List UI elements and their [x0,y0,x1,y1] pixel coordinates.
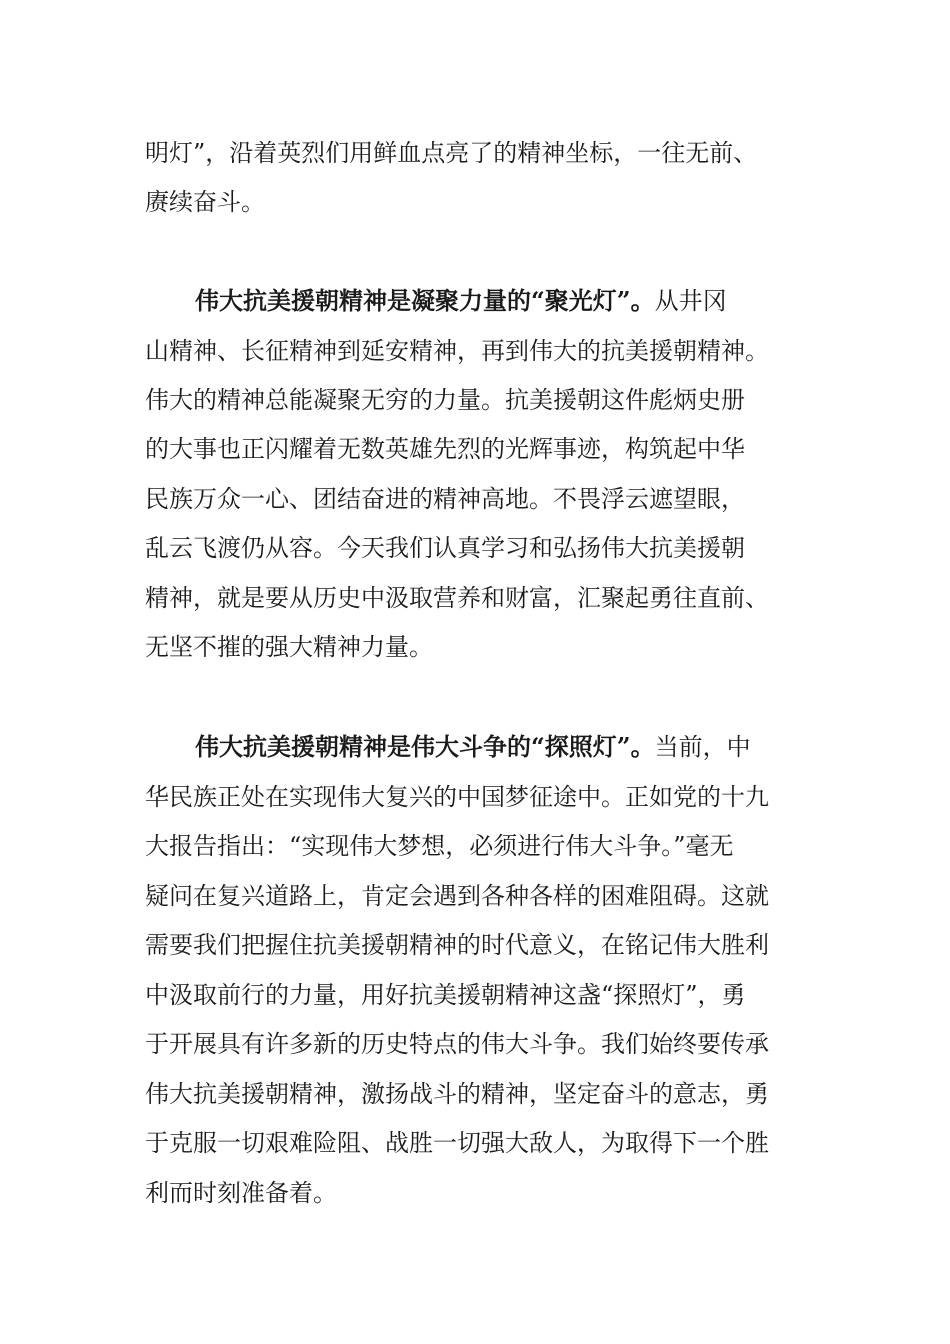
text-run: 从井冈 [654,287,727,315]
text-line: 中汲取前行的力量，用好抗美援朝精神这盏“探照灯”，勇 [145,981,746,1009]
text-line-first [195,722,825,772]
text-line-first [195,276,825,326]
text-line: 赓续奋斗。 [145,188,265,216]
text-line: 于开展具有许多新的历史特点的伟大斗争。我们始终要传承 [145,1030,769,1058]
text-line: 大报告指出：“实现伟大梦想，必须进行伟大斗争。”毫无 [145,832,734,860]
text-line: 山精神、长征精神到延安精神，再到伟大的抗美援朝精神。 [145,337,769,365]
text-line: 伟大的精神总能凝聚无穷的力量。抗美援朝这件彪炳史册 [145,386,745,414]
text-line: 于克服一切艰难险阻、战胜一切强大敌人，为取得下一个胜 [145,1129,769,1157]
text-line: 明灯”，沿着英烈们用鲜血点亮了的精神坐标，一往无前、 [145,139,758,167]
text-line: 乱云飞渡仍从容。今天我们认真学习和弘扬伟大抗美援朝 [145,534,745,562]
paragraph-heading: 伟大抗美援朝精神是伟大斗争的“探照灯”。 [195,732,655,761]
text-line: 无坚不摧的强大精神力量。 [145,633,433,661]
paragraph-heading: 伟大抗美援朝精神是凝聚力量的“聚光灯”。 [195,286,655,315]
text-line: 利而时刻准备着。 [145,1179,337,1207]
text-line: 精神，就是要从历史中汲取营养和财富，汇聚起勇往直前、 [145,584,769,612]
text-line: 疑问在复兴道路上，肯定会遇到各种各样的困难阻碍。这就 [145,882,769,910]
text-line: 的大事也正闪耀着无数英雄先烈的光辉事迹，构筑起中华 [145,435,745,463]
text-run: 当前，中 [654,733,751,761]
text-line: 华民族正处在实现伟大复兴的中国梦征途中。正如党的十九 [145,783,769,811]
text-line: 伟大抗美援朝精神，激扬战斗的精神，坚定奋斗的意志，勇 [145,1080,769,1108]
text-line: 民族万众一心、团结奋进的精神高地。不畏浮云遮望眼， [145,485,745,513]
text-line: 需要我们把握住抗美援朝精神的时代意义，在铭记伟大胜利 [145,931,769,959]
